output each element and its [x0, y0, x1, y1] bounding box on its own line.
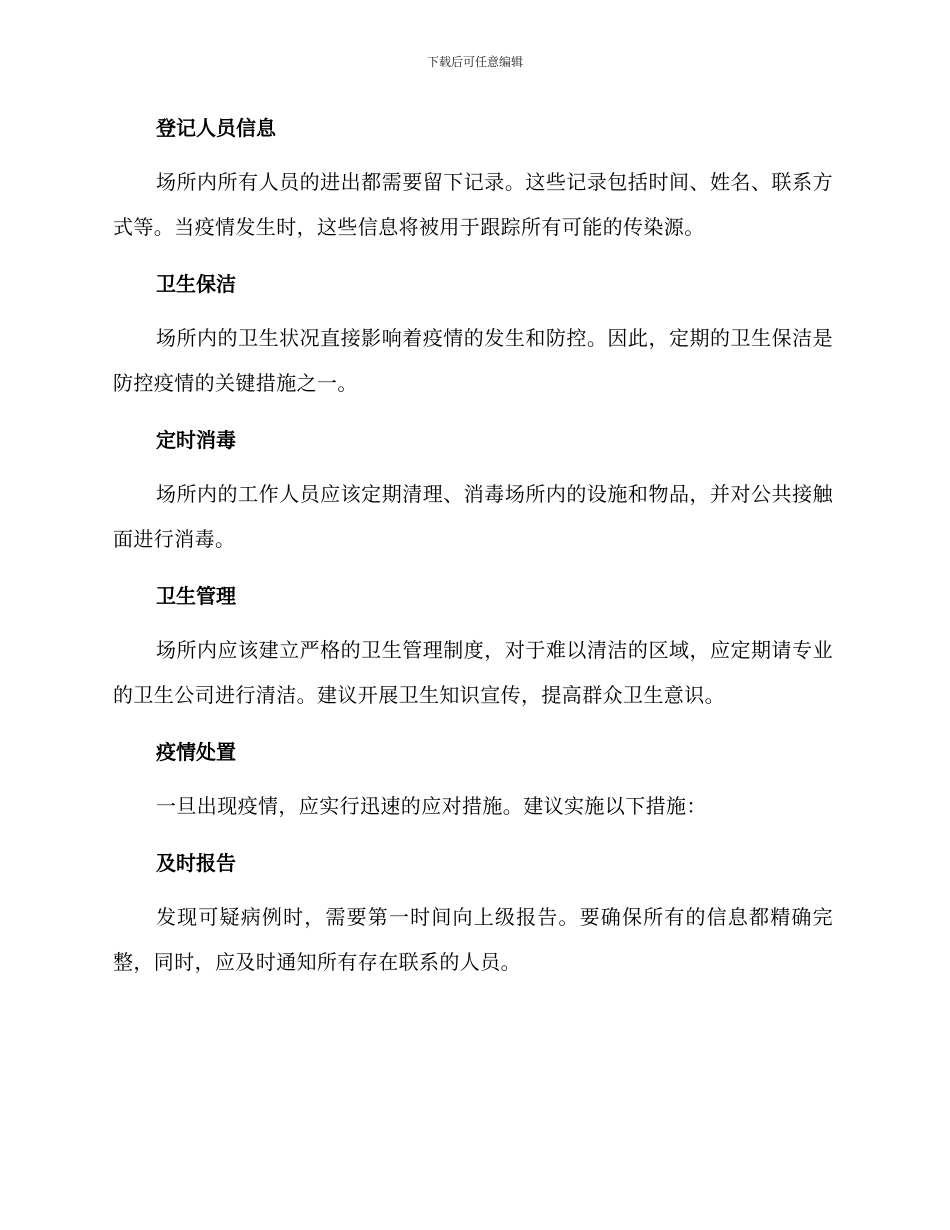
- section-heading-disinfection: 定时消毒: [156, 428, 236, 452]
- paragraph-cleaning: 场所内的卫生状况直接影响着疫情的发生和防控。因此，定期的卫生保洁是防控疫情的关键措施之一。: [113, 326, 833, 395]
- document-body: [113, 110, 833, 985]
- paragraph-hygiene-management: 场所内应该建立严格的卫生管理制度，对于难以清洁的区域，应定期请专业的卫生公司进行清洁。建议开展卫生知识宣传，提高群众卫生意识。: [113, 638, 833, 707]
- paragraph-registration: 场所内所有人员的进出都需要留下记录。这些记录包括时间、姓名、联系方式等。当疫情发生时，这些信息将被用于跟踪所有可能的传染源。: [113, 170, 833, 239]
- section-heading-timely-reporting: 及时报告: [156, 851, 236, 875]
- section-heading-hygiene-management: 卫生管理: [156, 584, 236, 608]
- section-heading-registration: 登记人员信息: [156, 116, 276, 140]
- section-heading-outbreak-response: 疫情处置: [156, 740, 236, 764]
- paragraph-timely-reporting: 发现可疑病例时，需要第一时间向上级报告。要确保所有的信息都精确完整，同时，应及时通知所有存在联系的人员。: [113, 905, 833, 974]
- paragraph-outbreak-response: 一旦出现疫情，应实行迅速的应对措施。建议实施以下措施：: [156, 794, 707, 818]
- page-header: 下载后可任意编辑: [426, 55, 523, 69]
- paragraph-disinfection: 场所内的工作人员应该定期清理、消毒场所内的设施和物品，并对公共接触面进行消毒。: [113, 482, 833, 551]
- section-heading-cleaning: 卫生保洁: [156, 272, 236, 296]
